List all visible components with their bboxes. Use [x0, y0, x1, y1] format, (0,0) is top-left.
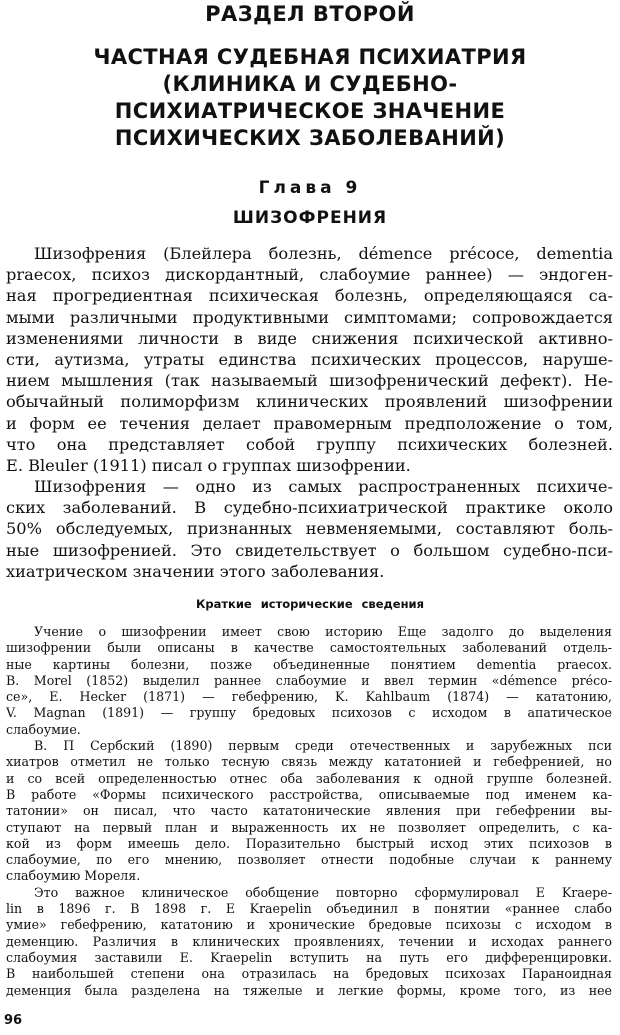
text-line: слабоумия заставили E. Kraepelin вступить на путь его дифференцировки.: [6, 949, 612, 965]
text-line: слабоумие, по его мнению, позволяет отнести подобные случаи к раннему: [6, 852, 612, 868]
text-line: ступают на первый план и выраженность их не позволяет определить, с ка-: [6, 819, 612, 835]
text-line: praecox, психоз дискордантный, слабоумие раннее) — эндоген-: [6, 265, 613, 285]
part-title-line: (КЛИНИКА И СУДЕБНО-: [162, 72, 458, 96]
text-line: хиатрическом значении этого заболевания.: [6, 561, 385, 581]
text-line: мыми различными продуктивными симптомами; сопровождается: [6, 307, 613, 327]
text-line: E. Bleuler (1911) писал о группах шизофрении.: [6, 455, 411, 475]
intro-text: [0, 243, 620, 582]
text-line: слабоумие.: [6, 721, 81, 737]
part-title-line: ПСИХИЧЕСКИХ ЗАБОЛЕВАНИЙ): [114, 126, 506, 150]
text-line: 50% обследуемых, признанных невменяемыми, составляют боль-: [6, 519, 613, 539]
text-line: ные картины болезни, позже объединенные понятием dementia praecox.: [6, 656, 612, 672]
text-line: В работе «Формы психического расстройства, описываемые под именем ка-: [6, 786, 612, 802]
text-line: Шизофрения — одно из самых распространенных психиче-: [34, 477, 613, 497]
text-line: обычайный полиморфизм клинических проявлений шизофрении: [6, 392, 613, 412]
text-line: V. Magnan (1891) — группу бредовых психозов с исходом в апатическое: [6, 705, 612, 721]
text-line: кой из форм имеешь дело. Поразительно быстрый исход этих психозов в: [6, 835, 612, 851]
text-line: ные шизофренией. Это свидетельствует о большом судебно-пси-: [6, 540, 613, 560]
page-number: 96: [4, 1013, 23, 1028]
text-line: хиатров отметил не только тесную связь между кататонией и гебефренией, но: [6, 754, 612, 770]
text-line: татонии» он писал, что часто кататонические явления при гебефрении вы-: [6, 803, 612, 819]
text-line: сти, аутизма, утраты единства психических процессов, наруше-: [6, 349, 613, 369]
text-line: lin в 1896 г. В 1898 г. E Kraepelin объединил в понятии «раннее слабо: [6, 901, 612, 917]
history-heading: Краткие исторические сведения: [195, 597, 424, 611]
text-line: В. П Сербский (1890) первым среди отечественных и зарубежных пси: [34, 738, 612, 754]
text-line: деменция была разделена на тяжелые и легкие формы, кроме того, из нее: [6, 982, 612, 998]
text-line: и форм ее течения делает правомерным предположение о том,: [6, 413, 613, 433]
text-line: В наибольшей степени она отразилась на бредовых психозах Параноидная: [6, 966, 612, 982]
text-line: Учение о шизофрении имеет свою историю Еще задолго до выделения: [34, 624, 612, 639]
text-line: слабоумию Мореля.: [6, 868, 141, 884]
part-title: [0, 44, 620, 152]
text-line: ная прогредиентная психическая болезнь, определяющаяся са-: [6, 286, 613, 306]
section-title: РАЗДЕЛ ВТОРОЙ: [205, 2, 415, 26]
text-line: Это важное клиническое обобщение повторно сформулировал E Kraepe-: [34, 884, 612, 900]
part-title-line: ЧАСТНАЯ СУДЕБНАЯ ПСИХИАТРИЯ: [93, 45, 527, 69]
history-text: [0, 624, 620, 999]
text-line: Шизофрения (Блейлера болезнь, démence précoce, dementia: [34, 244, 613, 263]
text-line: нием мышления (так называемый шизофренический дефект). Не-: [6, 371, 613, 391]
text-line: умие» гебефрению, кататонию и хронические бредовые психозы с исходом в: [6, 917, 612, 933]
text-line: шизофрении были описаны в качестве самостоятельных заболеваний отдель-: [6, 640, 612, 656]
text-line: ских заболеваний. В судебно-психиатрической практике около: [6, 498, 613, 518]
text-line: ce», E. Hecker (1871) — гебефрению, K. Kahlbaum (1874) — кататонию,: [6, 689, 612, 705]
text-line: что она представляет собой группу психических болезней.: [6, 434, 613, 454]
text-line: изменениями личности в виде снижения психической активно-: [6, 328, 613, 348]
chapter-number: Глава 9: [258, 178, 362, 198]
chapter-title: ШИЗОФРЕНИЯ: [232, 208, 388, 228]
text-line: деменцию. Различия в клинических проявлениях, течении и исходах раннего: [6, 933, 612, 949]
text-line: B. Morel (1852) выделил раннее слабоумие и ввел термин «démence préco-: [6, 672, 612, 688]
part-title-line: ПСИХИАТРИЧЕСКОЕ ЗНАЧЕНИЕ: [114, 99, 506, 123]
text-line: и со всей определенностью отнес оба заболевания к одной группе болезней.: [6, 770, 612, 786]
